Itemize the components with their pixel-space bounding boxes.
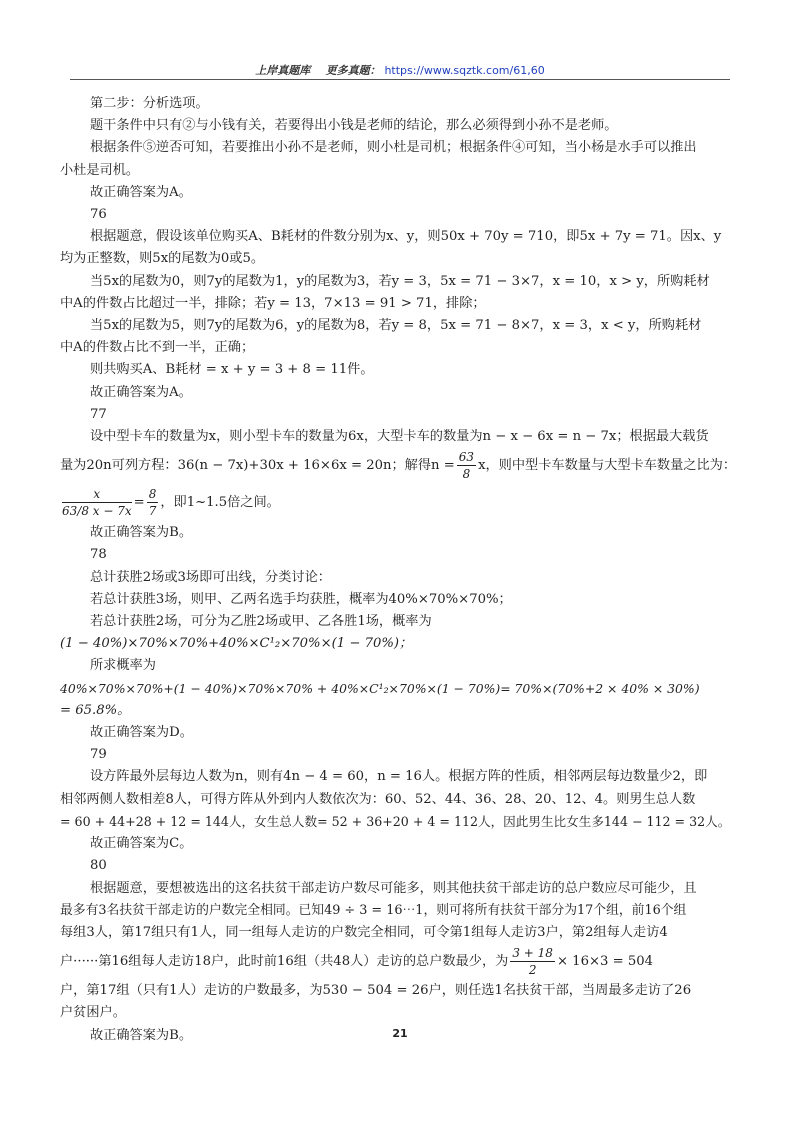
- answer-line: 故正确答案为A。: [90, 384, 192, 400]
- fraction-denominator: 63/8 x − 7x: [62, 504, 132, 519]
- text-line: 题干条件中只有②与小钱有关，若要得出小钱是老师的结论，那么必须得到小孙不是老师。: [90, 118, 618, 134]
- text-line: 当5x的尾数为0，则7y的尾数为1，y的尾数为3，若y = 3，5x = 71 − 3×7，x = 10，x > y，所购耗材: [90, 273, 710, 289]
- equals-sign: =: [133, 495, 145, 511]
- text-line: 设中型卡车的数量为x，则小型卡车的数量为6x，大型卡车的数量为n − x − 6x = n − 7x；根据最大载货: [90, 429, 709, 445]
- answer-line: 故正确答案为D。: [90, 725, 193, 741]
- formula-line: (1 − 40%)×70%×70%+40%×C¹₂×70%×(1 − 70%)；: [60, 636, 413, 652]
- text-line: 中A的件数占比不到一半，正确；: [60, 340, 255, 356]
- fraction: [457, 449, 476, 482]
- fraction-numerator: x: [62, 486, 132, 503]
- text-line: 则共购买A、B耗材 = x + y = 3 + 8 = 11件。: [90, 362, 374, 378]
- text-line: 户，第17组（只有1人）走访的户数最多，为530 − 504 = 26户，则任选1名扶贫干部，当周最多走访了26: [60, 983, 692, 999]
- text-line: 根据条件⑤逆否可知，若要推出小孙不是老师，则小杜是司机；根据条件④可知，当小杨是水手可以推出: [90, 140, 697, 156]
- fraction: [147, 486, 159, 519]
- answer-line: 故正确答案为A。: [90, 184, 192, 200]
- text-line: 均为正整数，则5x的尾数为0或5。: [60, 251, 265, 267]
- answer-line: 故正确答案为C。: [90, 836, 193, 852]
- text-line: 当5x的尾数为5，则7y的尾数为6，y的尾数为8，若y = 8，5x = 71 − 8×7，x = 3，x < y，所购耗材: [90, 318, 702, 334]
- text-line: 根据题意，假设该单位购买A、B耗材的件数分别为x、y，则50x + 70y = 710，即5x + 7y = 71。因x、y: [90, 229, 722, 245]
- question-number: 77: [90, 406, 107, 422]
- header-link[interactable]: https://www.sqztk.com/61,60: [384, 64, 545, 77]
- text-segment: × 16×3 = 504: [556, 954, 654, 970]
- formula-line: = 65.8%。: [60, 702, 131, 718]
- text-line: 最多有3名扶贫干部走访的户数完全相同。已知49 ÷ 3 = 16⋯1，则可将所有扶贫干部分为17个组，前16个组: [60, 902, 687, 918]
- text-line: 户贫困户。: [60, 1005, 126, 1021]
- text-line: 中A的件数占比超过一半，排除；若y = 13，7×13 = 91 > 71，排除；: [60, 295, 486, 311]
- document-body: [60, 93, 744, 1047]
- text-segment: 量为20n可列方程：36(n − 7x)+30x + 16×6x = 20n；解得n =: [60, 458, 455, 474]
- formula-line: 40%×70%×70%+(1 − 40%)×70%×70% + 40%×C¹₂×70%×(1 − 70%)= 70%×(70%+2 × 40% × 30%): [60, 680, 700, 696]
- text-line: [60, 448, 744, 484]
- fraction-numerator: 63: [458, 450, 475, 465]
- text-line: 每组3人，第17组只有1人，同一组每人走访的户数完全相同，可令第1组每人走访3户，第2组每人走访4: [60, 924, 668, 940]
- text-line: 总计获胜2场或3场即可出线，分类讨论：: [90, 569, 331, 585]
- text-line: [60, 944, 744, 980]
- fraction: [510, 945, 555, 978]
- answer-line: 故正确答案为B。: [90, 1027, 193, 1043]
- text-line: 小杜是司机。: [60, 162, 140, 178]
- question-number: 79: [90, 747, 107, 763]
- text-line: 相邻两侧人数相差8人，可得方阵从外到内人数依次为：60、52、44、36、28、20、12、4。则男生总人数: [60, 791, 696, 807]
- text-segment: 户······第16组每人走访18户，此时前16组（共48人）走访的总户数最少，为: [60, 954, 509, 970]
- text-segment: ，即1~1.5倍之间。: [160, 495, 280, 511]
- question-number: 78: [90, 547, 107, 563]
- text-segment: x，则中型卡车数量与大型卡车数量之比为：: [478, 458, 737, 474]
- fraction: [62, 486, 132, 519]
- question-number: 76: [90, 207, 107, 223]
- header-divider: [70, 79, 730, 80]
- fraction-denominator: 8: [462, 467, 471, 482]
- answer-line: 故正确答案为B。: [90, 525, 193, 541]
- fraction-numerator: 8: [148, 487, 157, 502]
- text-line: 第二步：分析选项。: [90, 96, 209, 111]
- slogan-label: 更多真题：: [325, 64, 381, 77]
- text-line: 若总计获胜3场，则甲、乙两名选手均获胜，概率为40%×70%×70%；: [90, 591, 512, 607]
- fraction-denominator: 7: [148, 504, 157, 519]
- text-line: 设方阵最外层每边人数为n，则有4n − 4 = 60，n = 16人。根据方阵的性质，相邻两层每边数量少2，即: [90, 769, 708, 785]
- fraction-denominator: 2: [528, 963, 537, 978]
- page-header: [0, 62, 800, 78]
- fraction-numerator: 3 + 18: [512, 946, 553, 961]
- page-number: 21: [392, 1027, 408, 1040]
- text-line: 所求概率为: [90, 658, 156, 674]
- text-line: 若总计获胜2场，可分为乙胜2场或甲、乙各胜1场，概率为: [90, 614, 432, 630]
- text-line: [60, 484, 744, 522]
- brand-name: 上岸真题库: [255, 64, 311, 77]
- question-number: 80: [90, 858, 107, 874]
- text-line: = 60 + 44+28 + 12 = 144人，女生总人数= 52 + 36+20 + 4 = 112人，因此男生比女生多144 − 112 = 32人。: [60, 813, 731, 829]
- text-line: 根据题意，要想被选出的这名扶贫干部走访户数尽可能多，则其他扶贫干部走访的总户数应尽可能少，且: [90, 880, 697, 896]
